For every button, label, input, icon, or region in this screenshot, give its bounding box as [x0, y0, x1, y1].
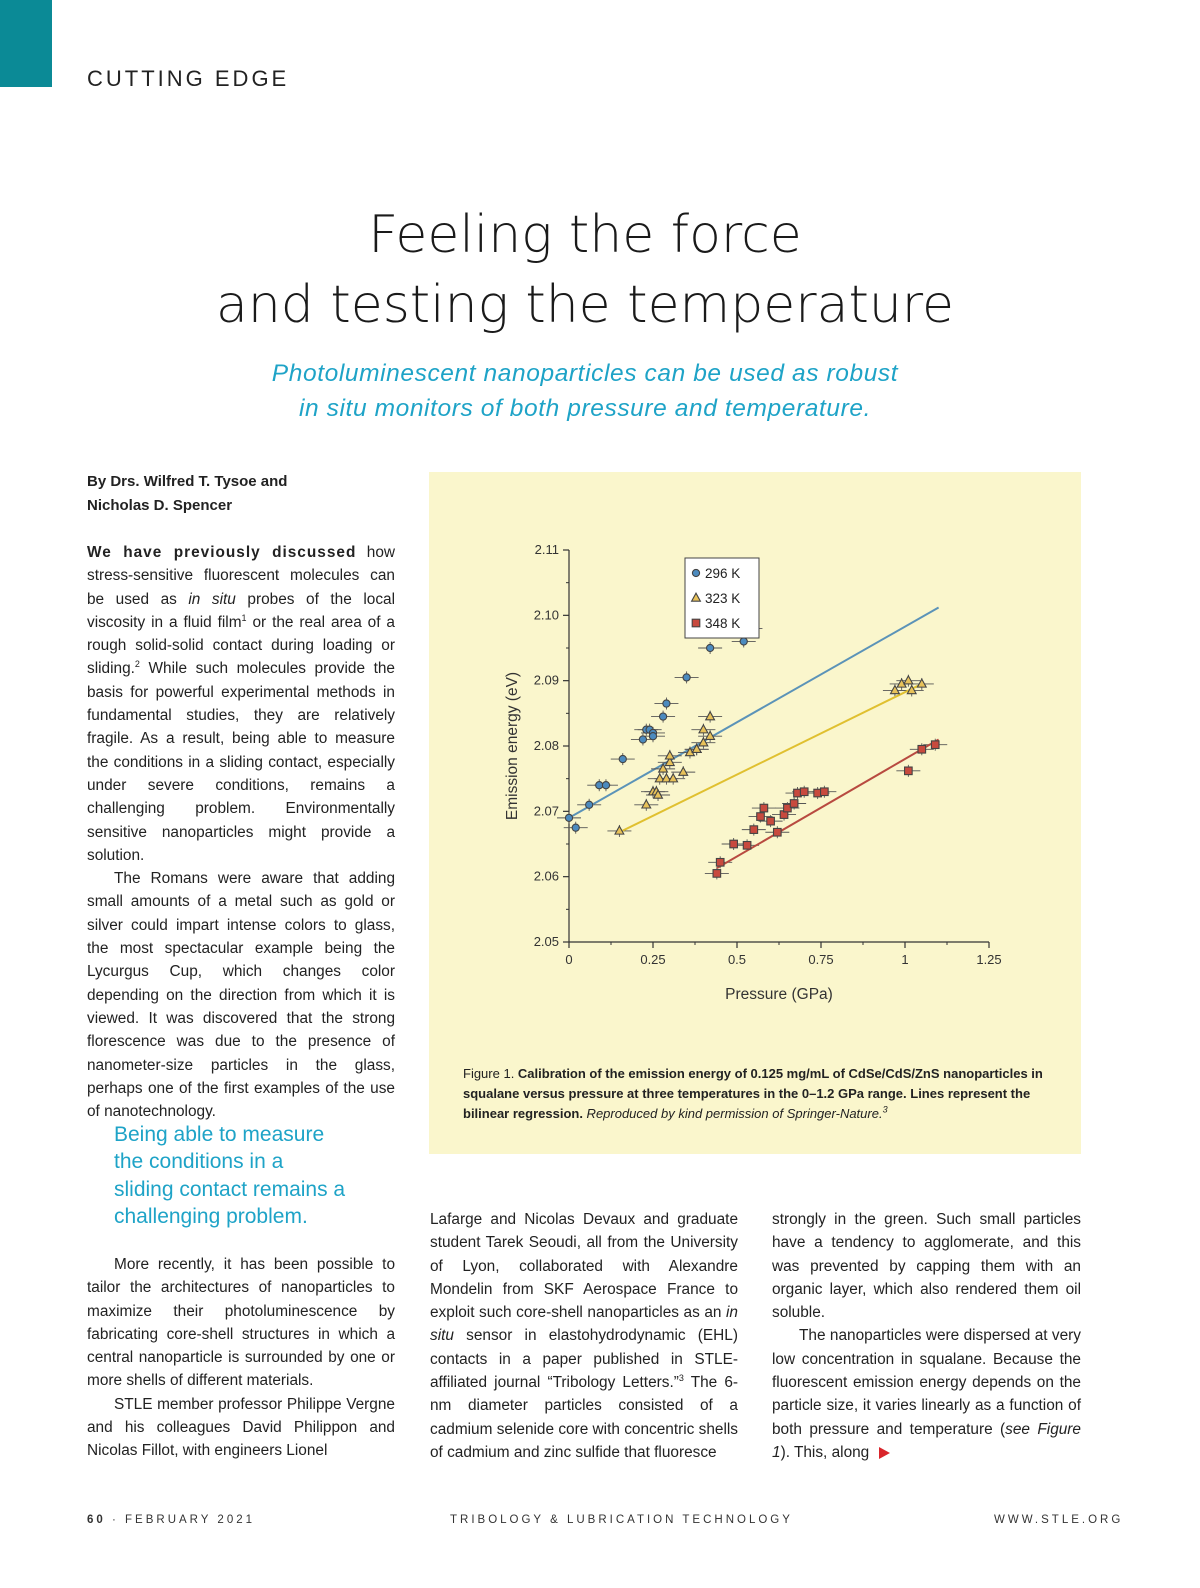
square-data-point — [760, 804, 768, 812]
footnote-ref-3: 3 — [678, 1372, 684, 1383]
section-color-block — [0, 0, 52, 87]
x-tick-label: 0 — [565, 952, 573, 967]
body-paragraph-7: The nanoparticles were dispersed at very low concentration in squalane. Because the fluorescent emission energy depends on the particle size, it varies linearly as a function of both pressure and temperature (see Figure 1). This, along — [772, 1327, 1081, 1461]
circle-fit-line — [569, 607, 939, 817]
byline — [87, 470, 407, 518]
title-line-2: and testing the temperature — [215, 275, 955, 335]
legend-marker-square — [692, 619, 700, 627]
figure-caption: Figure 1. Calibration of the emission energy of 0.125 mg/mL of CdSe/CdS/ZnS nanoparticles in squalane versus pressure at three temperatures in the 0–1.2 GPa range. Lines represent the bilinear regression. Reproduced by kind permission of Springer-Nature.$^3$ — [463, 1066, 1043, 1121]
article-title — [0, 200, 1170, 340]
figure-1 — [429, 472, 1081, 1154]
section-label: CUTTING EDGE — [87, 66, 290, 91]
circle-data-point — [596, 782, 603, 789]
triangle-data-point — [665, 751, 674, 759]
triangle-data-point — [706, 712, 715, 720]
emission-energy-chart — [429, 472, 1081, 1052]
legend-marker-circle — [692, 569, 699, 576]
circle-data-point — [619, 755, 626, 762]
square-data-point — [821, 788, 829, 796]
circle-data-point — [663, 700, 670, 707]
footnote-ref-2: 2 — [134, 659, 140, 670]
subtitle-line-2: in situ monitors of both pressure and temperature. — [298, 395, 871, 422]
circle-data-point — [649, 733, 656, 740]
article-subtitle — [0, 356, 1170, 426]
body-column-1-lower — [87, 1253, 395, 1463]
body-paragraph-2: The Romans were aware that adding small amounts of a metal such as gold or silver could impart intense colors to glass, the most spectacular example being the Lycurgus Cup, which changes color depending on the direction from which it is viewed. It was discovered that the strong florescence was due to the presence of nanometer-size particles in the glass, perhaps one of the first examples of the use of nanotechnology. — [87, 870, 395, 1121]
circle-data-point — [639, 736, 646, 743]
y-tick-label: 2.07 — [533, 803, 559, 819]
square-data-point — [918, 745, 926, 753]
square-data-point — [790, 800, 798, 808]
legend-label: 323 K — [705, 591, 741, 606]
legend-label: 348 K — [705, 616, 741, 631]
body-paragraph-3: More recently, it has been possible to tailor the architectures of nanoparticles to maximize their photoluminescence by fabricating core-shell structures in which a central nanoparticle is surrounded by one or more shells of different materials. — [87, 1256, 395, 1390]
circle-data-point — [586, 801, 593, 808]
footnote-ref-1: 1 — [241, 612, 247, 623]
byline-line-1: By Drs. Wilfred T. Tysoe and — [87, 473, 288, 490]
x-tick-label: 1 — [901, 952, 909, 967]
issue-date: FEBRUARY 2021 — [125, 1514, 256, 1526]
title-line-1: Feeling the force — [368, 205, 802, 265]
body-column-1 — [87, 541, 395, 1123]
y-tick-label: 2.11 — [534, 542, 559, 557]
y-axis-label: Emission energy (eV) — [504, 671, 521, 821]
footer-left: 60 · FEBRUARY 2021 — [87, 1514, 256, 1526]
x-axis-label: Pressure (GPa) — [725, 986, 833, 1003]
square-data-point — [905, 767, 913, 775]
body-paragraph-6: strongly in the green. Such small particles have a tendency to agglomerate, and this was prevented by capping them with an organic layer, which also rendered them oil soluble. — [772, 1211, 1081, 1322]
square-data-point — [750, 826, 758, 834]
square-data-point — [931, 741, 939, 749]
caption-label: Figure 1. — [463, 1066, 518, 1081]
y-tick-label: 2.10 — [533, 607, 559, 623]
circle-data-point — [683, 674, 690, 681]
body-column-2 — [430, 1208, 738, 1464]
pull-quote: Being able to measure the conditions in a sliding contact remains a challenging problem. — [114, 1123, 346, 1228]
publication-name: TRIBOLOGY & LUBRICATION TECHNOLOGY — [450, 1514, 793, 1526]
website: WWW.STLE.ORG — [994, 1514, 1124, 1526]
circle-data-point — [602, 782, 609, 789]
square-data-point — [767, 817, 775, 825]
continue-arrow-icon — [879, 1447, 890, 1459]
square-data-point — [716, 858, 724, 866]
body-column-3 — [772, 1208, 1081, 1464]
triangle-data-point — [669, 774, 678, 782]
triangle-data-point — [699, 725, 708, 733]
square-data-point — [757, 813, 765, 821]
triangle-data-point — [904, 676, 913, 684]
square-data-point — [730, 840, 738, 848]
square-data-point — [743, 842, 751, 850]
x-tick-label: 1.25 — [976, 952, 1002, 967]
page-number: 60 — [87, 1514, 106, 1526]
triangle-data-point — [642, 800, 651, 808]
square-data-point — [800, 788, 808, 796]
y-tick-label: 2.08 — [533, 738, 559, 753]
legend-label: 296 K — [705, 566, 741, 581]
byline-line-2: Nicholas D. Spencer — [87, 497, 233, 514]
circle-data-point — [740, 638, 747, 645]
subtitle-line-1: Photoluminescent nanoparticles can be used as robust — [271, 360, 899, 387]
circle-data-point — [659, 713, 666, 720]
triangle-data-point — [679, 767, 688, 775]
circle-data-point — [572, 824, 579, 831]
lead-in: We have previously discussed — [87, 544, 357, 561]
circle-data-point — [565, 814, 572, 821]
y-tick-label: 2.09 — [533, 672, 559, 688]
square-data-point — [774, 828, 782, 836]
x-tick-label: 0.25 — [640, 952, 666, 967]
circle-data-point — [707, 644, 714, 651]
x-tick-label: 0.75 — [808, 952, 834, 967]
y-tick-label: 2.06 — [533, 868, 559, 884]
y-tick-label: 2.05 — [533, 934, 559, 949]
square-data-point — [713, 870, 721, 878]
x-tick-label: 0.5 — [727, 952, 747, 967]
body-paragraph-1: We have previously discussed how stress-sensitive fluorescent molecules can be used as in situ probes of the local viscosity in a fluid film$^1$ or the real area of a rough solid-solid contact during loading or sliding.$^2$ While such molecules provide the basis for powerful experimental methods in fundamental studies, they are relatively fragile. As a result, being able to measure the conditions in a sliding contact, especially under severe conditions, remains a challenging problem. Environmentally sensitive nanoparticles might provide a solution. — [87, 544, 395, 864]
body-paragraph-4: STLE member professor Philippe Vergne and his colleagues David Philippon and Nicolas Fillot, with engineers Lionel — [87, 1395, 395, 1460]
body-paragraph-5: Lafarge and Nicolas Devaux and graduate student Tarek Seoudi, all from the University of Lyon, collaborated with Alexandre Mondelin from SKF Aerospace France to exploit such core-shell nanoparticles as an in situ sensor in elastohydrodynamic (EHL) contacts in a paper published in STLE-affiliated journal “Tribology Letters.”$^3$ The 6-nm diameter particles consisted of a cadmium selenide core with concentric shells of cadmium and zinc sulfide that fluoresce — [430, 1211, 738, 1461]
